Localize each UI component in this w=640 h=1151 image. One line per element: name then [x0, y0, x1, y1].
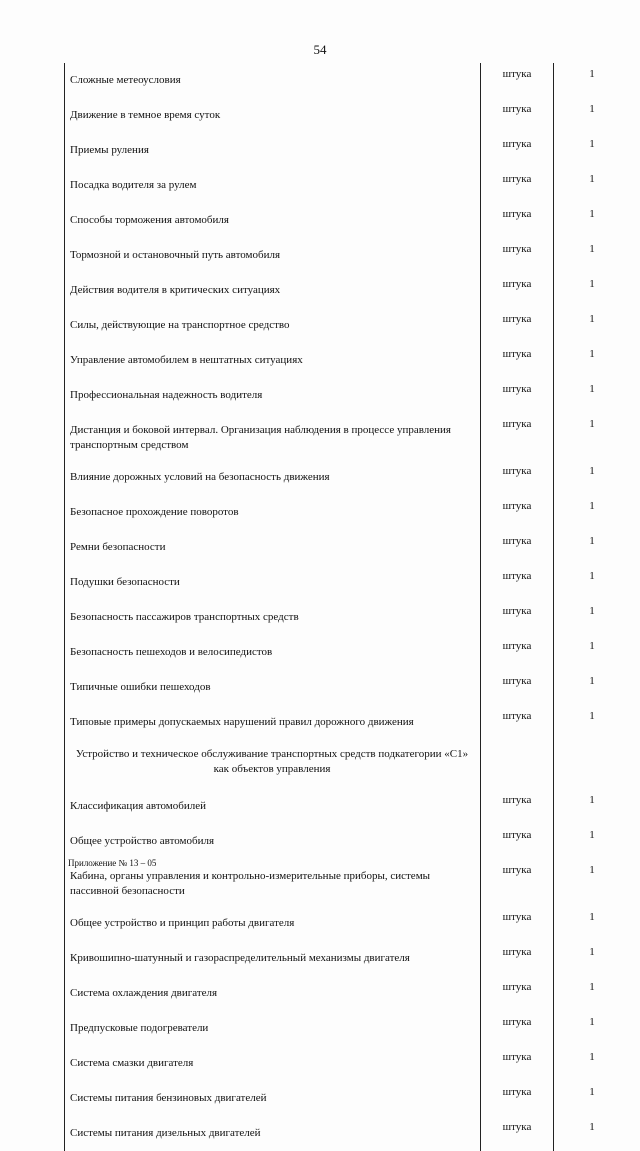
- section-row: [65, 740, 640, 789]
- item-name-cell: Безопасность пешеходов и велосипедистов: [65, 635, 481, 670]
- unit-cell: штука: [481, 308, 554, 343]
- quantity-cell: 1: [554, 789, 640, 824]
- unit-cell: штука: [481, 168, 554, 203]
- item-name-cell: Типовые примеры допускаемых нарушений правил дорожного движения: [65, 705, 481, 740]
- quantity-cell: 1: [554, 976, 640, 1011]
- table-row: [65, 906, 640, 941]
- unit-cell: штука: [481, 859, 554, 906]
- unit-cell: штука: [481, 1011, 554, 1046]
- item-name-cell: Способы торможения автомобиля: [65, 203, 481, 238]
- table-row: [65, 670, 640, 705]
- item-name-cell: Подушки безопасности: [65, 565, 481, 600]
- item-name-cell: Тормозной и остановочный путь автомобиля: [65, 238, 481, 273]
- table-row: [65, 1081, 640, 1116]
- item-name-cell: Предпусковые подогреватели: [65, 1011, 481, 1046]
- table-row: [65, 976, 640, 1011]
- quantity-cell: 1: [554, 565, 640, 600]
- unit-cell: штука: [481, 600, 554, 635]
- table-row: [65, 1116, 640, 1151]
- quantity-cell: 1: [554, 906, 640, 941]
- quantity-cell: 1: [554, 203, 640, 238]
- quantity-cell: 1: [554, 859, 640, 906]
- table-row: [65, 530, 640, 565]
- item-name-cell: Приемы руления: [65, 133, 481, 168]
- item-name-cell: Система смазки двигателя: [65, 1046, 481, 1081]
- quantity-cell: 1: [554, 168, 640, 203]
- quantity-cell: 1: [554, 1011, 640, 1046]
- table-row: [65, 168, 640, 203]
- table-row: [65, 789, 640, 824]
- item-name-cell: Общее устройство автомобиля: [65, 824, 481, 859]
- unit-cell: штука: [481, 460, 554, 495]
- quantity-cell: 1: [554, 1081, 640, 1116]
- item-name-cell: Безопасность пассажиров транспортных средств: [65, 600, 481, 635]
- unit-cell: штука: [481, 670, 554, 705]
- item-name-cell: Ремни безопасности: [65, 530, 481, 565]
- unit-cell: штука: [481, 530, 554, 565]
- quantity-cell: 1: [554, 824, 640, 859]
- table-row: [65, 705, 640, 740]
- table-row: [65, 343, 640, 378]
- item-name-cell: Системы питания дизельных двигателей: [65, 1116, 481, 1151]
- table-row: [65, 600, 640, 635]
- table-row: [65, 238, 640, 273]
- quantity-cell: 1: [554, 133, 640, 168]
- table-row: [65, 495, 640, 530]
- item-name-cell: Кабина, органы управления и контрольно-измерительные приборы, системы пассивной безопасности: [65, 859, 481, 906]
- section-title: Устройство и техническое обслуживание транспортных средств подкатегории «С1» как объектов управления: [65, 740, 481, 789]
- unit-cell: штука: [481, 565, 554, 600]
- item-name-cell: Система охлаждения двигателя: [65, 976, 481, 1011]
- quantity-cell: 1: [554, 600, 640, 635]
- item-name-cell: Системы питания бензиновых двигателей: [65, 1081, 481, 1116]
- item-name-cell: Посадка водителя за рулем: [65, 168, 481, 203]
- quantity-cell: 1: [554, 635, 640, 670]
- unit-cell: штука: [481, 238, 554, 273]
- item-name-cell: Профессиональная надежность водителя: [65, 378, 481, 413]
- quantity-cell: 1: [554, 670, 640, 705]
- unit-cell: штука: [481, 705, 554, 740]
- unit-cell: штука: [481, 133, 554, 168]
- unit-cell: штука: [481, 203, 554, 238]
- unit-cell: штука: [481, 1046, 554, 1081]
- unit-cell: штука: [481, 976, 554, 1011]
- item-name-cell: Кривошипно-шатунный и газораспределительный механизмы двигателя: [65, 941, 481, 976]
- quantity-cell: 1: [554, 343, 640, 378]
- item-name-cell: Сложные метеоусловия: [65, 63, 481, 98]
- footer-note: Приложение № 13 – 05: [68, 858, 156, 868]
- quantity-cell: 1: [554, 1116, 640, 1151]
- quantity-cell: [554, 740, 640, 789]
- table-row: [65, 635, 640, 670]
- unit-cell: штука: [481, 98, 554, 133]
- item-name-cell: Безопасное прохождение поворотов: [65, 495, 481, 530]
- table-row: [65, 133, 640, 168]
- table-row: [65, 203, 640, 238]
- table-row: [65, 308, 640, 343]
- unit-cell: штука: [481, 273, 554, 308]
- unit-cell: штука: [481, 789, 554, 824]
- table-row: [65, 941, 640, 976]
- table-row: [65, 273, 640, 308]
- item-name-cell: Типичные ошибки пешеходов: [65, 670, 481, 705]
- item-name-cell: Движение в темное время суток: [65, 98, 481, 133]
- unit-cell: [481, 740, 554, 789]
- unit-cell: штука: [481, 495, 554, 530]
- table-row: [65, 378, 640, 413]
- table-row: [65, 98, 640, 133]
- quantity-cell: 1: [554, 238, 640, 273]
- item-name-cell: Классификация автомобилей: [65, 789, 481, 824]
- quantity-cell: 1: [554, 941, 640, 976]
- quantity-cell: 1: [554, 273, 640, 308]
- unit-cell: штука: [481, 906, 554, 941]
- quantity-cell: 1: [554, 495, 640, 530]
- table-row: [65, 1011, 640, 1046]
- unit-cell: штука: [481, 413, 554, 460]
- table-row: [65, 1046, 640, 1081]
- unit-cell: штука: [481, 1081, 554, 1116]
- table-row: [65, 824, 640, 859]
- quantity-cell: 1: [554, 98, 640, 133]
- item-name-cell: Действия водителя в критических ситуациях: [65, 273, 481, 308]
- unit-cell: штука: [481, 824, 554, 859]
- item-name-cell: Дистанция и боковой интервал. Организация наблюдения в процессе управления транспортным средством: [65, 413, 481, 460]
- table-row: [65, 413, 640, 460]
- unit-cell: штука: [481, 1116, 554, 1151]
- item-name-cell: Управление автомобилем в нештатных ситуациях: [65, 343, 481, 378]
- quantity-cell: 1: [554, 705, 640, 740]
- page-number: 54: [0, 42, 640, 58]
- quantity-cell: 1: [554, 63, 640, 98]
- table-row: [65, 565, 640, 600]
- item-name-cell: Влияние дорожных условий на безопасность движения: [65, 460, 481, 495]
- unit-cell: штука: [481, 343, 554, 378]
- unit-cell: штука: [481, 941, 554, 976]
- quantity-cell: 1: [554, 378, 640, 413]
- item-name-cell: Силы, действующие на транспортное средство: [65, 308, 481, 343]
- quantity-cell: 1: [554, 530, 640, 565]
- unit-cell: штука: [481, 635, 554, 670]
- quantity-cell: 1: [554, 460, 640, 495]
- unit-cell: штука: [481, 63, 554, 98]
- item-name-cell: Общее устройство и принцип работы двигателя: [65, 906, 481, 941]
- quantity-cell: 1: [554, 1046, 640, 1081]
- quantity-cell: 1: [554, 308, 640, 343]
- quantity-cell: 1: [554, 413, 640, 460]
- table-row: [65, 460, 640, 495]
- table-row: [65, 63, 640, 98]
- unit-cell: штука: [481, 378, 554, 413]
- equipment-table: [64, 63, 640, 1151]
